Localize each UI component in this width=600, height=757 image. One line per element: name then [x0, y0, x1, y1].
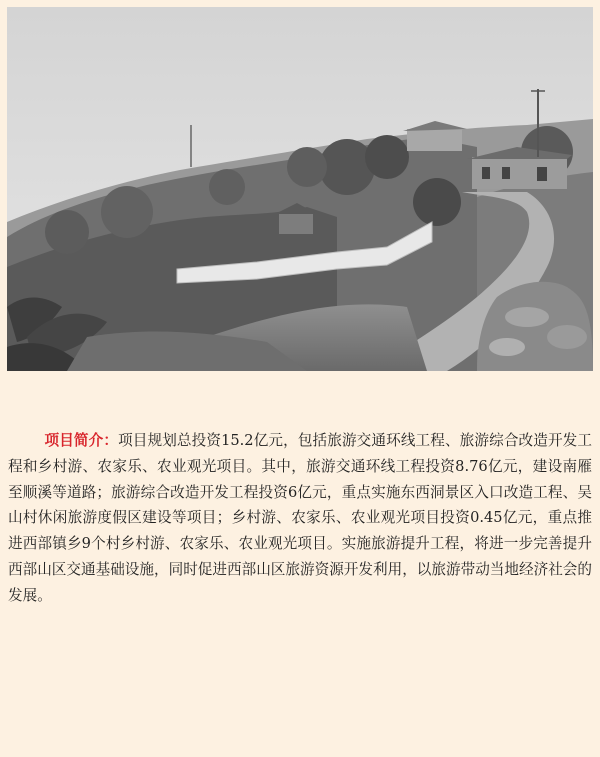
landscape-photo	[7, 7, 593, 371]
intro-body: 项目规划总投资15.2亿元，包括旅游交通环线工程、旅游综合改造开发工程和乡村游、农家乐、农业观光项目。其中，旅游交通环线工程投资8.76亿元，建设南雁至顺溪等道路；旅游综合改造开发工程投资6亿元，重点实施东西洞景区入口改造工程、吴山村休闲旅游度假区建设等项目；乡村游、农家乐、农业观光项目投资0.45亿元，重点推进西部镇乡9个村乡村游、农家乐、农业观光项目。实施旅游提升工程，将进一步完善提升西部山区交通基础设施，同时促进西部山区旅游资源开发利用，以旅游带动当地经济社会的发展。	[8, 432, 592, 604]
project-intro-paragraph	[8, 428, 592, 609]
intro-label: 项目简介：	[44, 432, 119, 449]
